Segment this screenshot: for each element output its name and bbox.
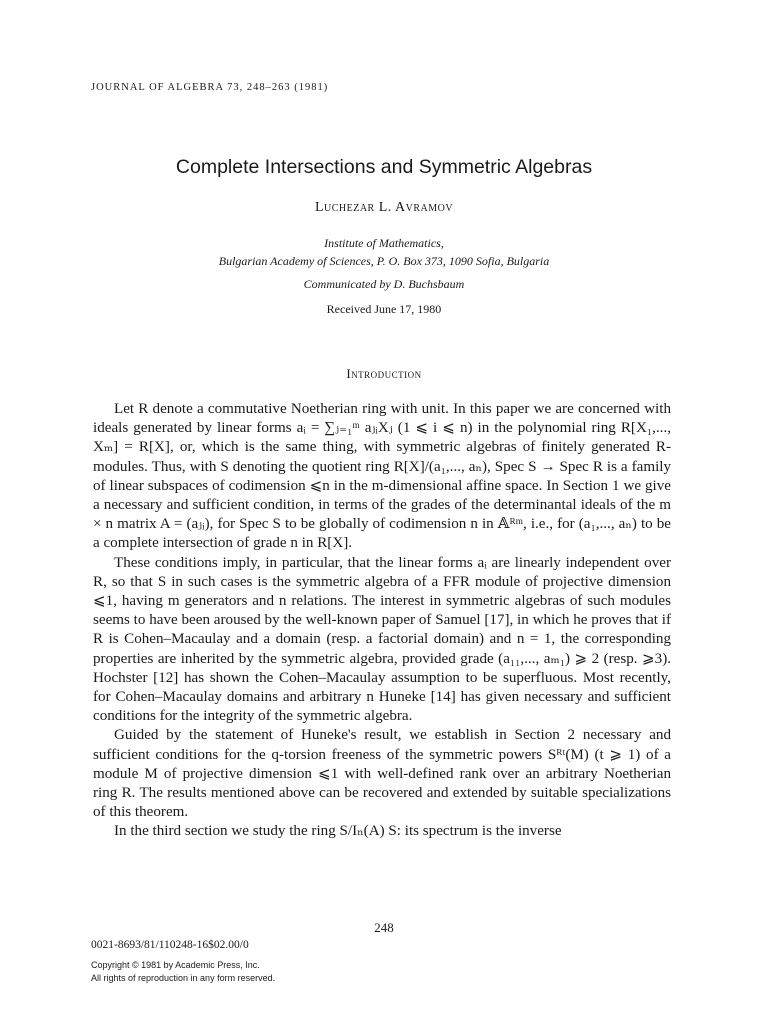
section-heading: Introduction (346, 366, 422, 381)
communicated-by: Communicated by D. Buchsbaum (303, 277, 465, 291)
page-number: 248 (374, 920, 394, 935)
paragraph: Guided by the statement of Huneke's result, we establish in Section 2 necessary and sufficient conditions for the q-torsion freeness of the symmetric powers Sᴿᵗ(M) (t ⩾ 1) of a module M of projective dimension ⩽1 with well-defined rank over an arbitrary Noetherian ring R. The results mentioned above can be recovered and extended by suitable specializations of this theorem. (93, 727, 671, 821)
footer-code: 0021-8693/81/110248-16$02.00/0 (91, 939, 249, 951)
paragraph: These conditions imply, in particular, that the linear forms aᵢ are linearly independent over R, so that S in such cases is the symmetric algebra of a FFR module of projective dimension ⩽1, having m generators and n relations. The interest in symmetric algebras of such modules seems to have been aroused by the well-known paper of Samuel [17], in which he proves that if R is Cohen–Macaulay and a domain (resp. a factorial domain) and n = 1, the corresponding properties are inherited by the symmetric algebra, provided grade (a₁₁,..., aₘ₁) ⩾ 2 (resp. ⩾3). Hochster [12] has shown the Cohen–Macaulay assumption to be superfluous. Most recently, for Cohen–Macaulay domains and arbitrary n Huneke [14] has given necessary and sufficient conditions for the integrity of the symmetric algebra. (93, 554, 671, 725)
paragraph: Let R denote a commutative Noetherian ring with unit. In this paper we are concerned with ideals generated by linear forms aᵢ = ∑ⱼ₌₁ᵐ aⱼᵢXⱼ (1 ⩽ i ⩽ n) in the polynomial ring R[X₁,..., Xₘ] = R[X], or, which is the same thing, with symmetric algebras of finitely generated R-modules. Thus, with S denoting the quotient ring R[X]/(a₁,..., aₙ), Spec S → Spec R is a family of linear subspaces of codimension ⩽n in the m-dimensional affine space. In Section 1 we give a necessary and sufficient condition, in terms of the grades of the determinantal ideals of the m × n matrix A = (aⱼᵢ), for Spec S to be globally of codimension n in 𝔸ᴿᵐ, i.e., for (a₁,..., aₙ) to be a complete intersection of grade n in R[X]. (93, 401, 671, 552)
paper-title: Complete Intersections and Symmetric Algebras (175, 156, 593, 178)
affiliation-line-1: Institute of Mathematics, (324, 236, 444, 250)
paragraph: In the third section we study the ring S/Iₙ(A) S: its spectrum is the inverse (114, 823, 562, 840)
body-text (93, 400, 671, 842)
author-name: Luchezar L. Avramov (314, 200, 454, 215)
journal-header: JOURNAL OF ALGEBRA 73, 248–263 (1981) (91, 82, 329, 93)
affiliation-line-2: Bulgarian Academy of Sciences, P. O. Box 373, 1090 Sofia, Bulgaria (218, 254, 550, 268)
received-date: Received June 17, 1980 (326, 302, 442, 316)
footer-rights: All rights of reproduction in any form reserved. (91, 973, 276, 983)
footer-copyright: Copyright © 1981 by Academic Press, Inc. (91, 960, 260, 970)
